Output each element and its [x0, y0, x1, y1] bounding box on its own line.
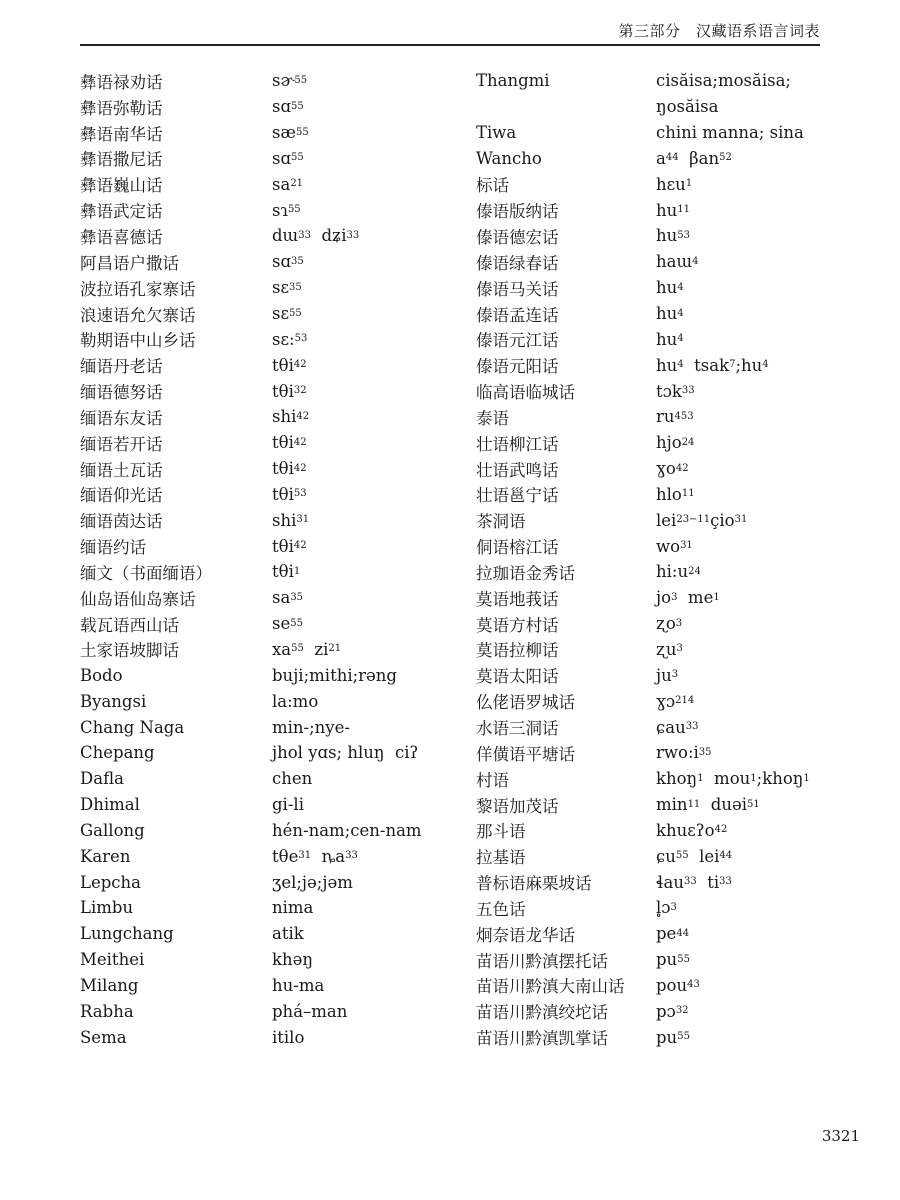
language-name: 缅语约话: [80, 538, 146, 558]
language-name: Thangmi: [476, 71, 550, 91]
word-form: sɿ 55: [272, 200, 301, 220]
language-name: Sema: [80, 1027, 127, 1047]
word-form: khuɛʔo 42: [656, 820, 728, 840]
language-name: [476, 94, 646, 120]
language-name: Chang Naga: [80, 717, 185, 737]
word-form: ʐu 3: [656, 639, 683, 659]
word-form: sɚ 55: [272, 71, 308, 91]
language-name: Limbu: [80, 898, 134, 918]
word-form: hlo 11: [656, 484, 695, 504]
word-form: shi 42: [272, 407, 310, 427]
language-name: 勒期语中山乡话: [80, 331, 196, 351]
word-form: ɬau 33 ti 33: [656, 872, 732, 892]
language-name: Milang: [80, 975, 139, 995]
word-form: chen: [272, 769, 313, 789]
language-name: 缅语土瓦话: [80, 460, 163, 480]
word-form: lei 23−11 çio 31: [656, 510, 748, 530]
word-form: pe 44: [656, 924, 690, 944]
word-form: tɔk 33: [656, 381, 695, 401]
language-name: 普标语麻栗坡话: [476, 874, 592, 894]
word-form: pu 55: [656, 1027, 690, 1047]
language-name: 佯僙语平塘话: [476, 744, 575, 764]
word-form: sa 21: [272, 174, 304, 194]
language-name: 泰语: [476, 408, 509, 428]
word-form: sæ 55: [272, 123, 309, 143]
language-name: 标话: [476, 176, 509, 196]
language-name: 载瓦语西山话: [80, 615, 179, 635]
word-form: tθi 53: [272, 484, 307, 504]
language-name: 苗语川黔滇摆托话: [476, 951, 608, 971]
word-form: ju 3: [656, 665, 679, 685]
language-name: 缅语德努话: [80, 383, 163, 403]
word-form: pou 43: [656, 975, 700, 995]
language-name: 阿昌语户撒话: [80, 253, 179, 273]
language-name: 傣语元阳话: [476, 357, 559, 377]
word-form: wo 31: [656, 536, 693, 556]
word-form: tθi 42: [272, 355, 307, 375]
word-form: jo 3 me 1: [656, 588, 720, 608]
language-name: 傣语德宏话: [476, 227, 559, 247]
language-name: Dhimal: [80, 795, 140, 815]
language-name: 缅语若开话: [80, 434, 163, 454]
language-name: 彝语南华话: [80, 124, 163, 144]
language-name: 苗语川黔滇绞坨话: [476, 1003, 608, 1023]
language-name: Tiwa: [476, 123, 517, 143]
word-form: la:mo: [272, 691, 319, 711]
word-form: min-;nye-: [272, 717, 350, 737]
language-name: 仙岛语仙岛寨话: [80, 589, 196, 609]
language-name: 彝语巍山话: [80, 176, 163, 196]
language-name: 壮语柳江话: [476, 434, 559, 454]
word-form: tθi 42: [272, 459, 307, 479]
word-form: rwo:i 35: [656, 743, 712, 763]
page-number: 3321: [821, 1127, 860, 1145]
language-name: 彝语喜德话: [80, 227, 163, 247]
language-name: Wancho: [476, 148, 542, 168]
language-name: 土家语坡脚话: [80, 641, 179, 661]
language-name: 仫佬语罗城话: [476, 693, 575, 713]
word-form: hén-nam;cen-nam: [272, 820, 422, 840]
language-name: Dafla: [80, 769, 124, 789]
word-form: tθe 31 ȵa 33: [272, 846, 358, 866]
language-name: 彝语禄劝话: [80, 72, 163, 92]
word-form: tθi 1: [272, 562, 301, 582]
word-form: hu 4 tsak 7 ;hu 4: [656, 355, 769, 375]
word-form: pu 55: [656, 950, 690, 970]
language-name: 五色话: [476, 899, 526, 919]
word-form: shi 31: [272, 510, 310, 530]
language-name: Meithei: [80, 950, 145, 970]
language-name: 那斗语: [476, 822, 526, 842]
language-name: Bodo: [80, 665, 123, 685]
word-form: tθi 42: [272, 433, 307, 453]
word-form: pɔ 32: [656, 1001, 689, 1021]
language-name: 村语: [476, 770, 509, 790]
word-form: hi:u 24: [656, 562, 701, 582]
language-name: 茶洞语: [476, 512, 526, 532]
language-name: Karen: [80, 846, 131, 866]
right-form-column: [656, 68, 876, 1050]
word-form: sɛ 55: [272, 304, 302, 324]
word-form: tθi 42: [272, 536, 307, 556]
language-name: 苗语川黔滇凯掌话: [476, 1029, 608, 1049]
language-name: 拉珈语金秀话: [476, 563, 575, 583]
right-language-column: [476, 68, 646, 1050]
word-form: sɑ 55: [272, 148, 304, 168]
word-form: ɣo 42: [656, 459, 689, 479]
word-form: hu-ma: [272, 975, 325, 995]
language-name: 缅语仰光话: [80, 486, 163, 506]
language-name: 傣语孟连话: [476, 305, 559, 325]
language-name: 浪速语允欠寨话: [80, 305, 196, 325]
word-form: ɕu 55 lei 44: [656, 846, 733, 866]
word-form: hu 4: [656, 278, 684, 298]
word-form: nima: [272, 898, 314, 918]
running-header: [80, 20, 820, 46]
section-title: 第三部分 汉藏语系语言词表: [618, 22, 820, 40]
word-form: tθi 32: [272, 381, 307, 401]
word-form: khəŋ: [272, 950, 314, 970]
language-name: 傣语绿春话: [476, 253, 559, 273]
word-form: xa 55 zi 21: [272, 639, 342, 659]
language-name: Lungchang: [80, 924, 174, 944]
word-form: hu 4: [656, 304, 684, 324]
word-form: sɑ 55: [272, 97, 304, 117]
language-name: Gallong: [80, 820, 145, 840]
word-form: hu 11: [656, 200, 690, 220]
word-form: a 44 βan 52: [656, 148, 732, 168]
language-name: 缅语东友话: [80, 408, 163, 428]
word-form: min 11 duəi 51: [656, 795, 760, 815]
language-name: 彝语武定话: [80, 202, 163, 222]
language-name: 莫语拉柳话: [476, 641, 559, 661]
language-name: 莫语方村话: [476, 615, 559, 635]
language-name: 莫语太阳话: [476, 667, 559, 687]
language-name: 苗语川黔滇大南山话: [476, 977, 625, 997]
word-form: itilo: [272, 1027, 305, 1047]
word-form: l̥ɔ 3: [656, 898, 677, 918]
word-form: gi-li: [272, 795, 304, 815]
language-name: 缅语丹老话: [80, 357, 163, 377]
language-name: 缅语茵达话: [80, 512, 163, 532]
language-name: 炯奈语龙华话: [476, 925, 575, 945]
language-name: Chepang: [80, 743, 155, 763]
language-name: 莫语地莪话: [476, 589, 559, 609]
language-name: 傣语元江话: [476, 331, 559, 351]
word-form: ɕau 33: [656, 717, 699, 737]
word-form: chini manna; sina: [656, 123, 804, 143]
word-form: ru 453: [656, 407, 694, 427]
word-form: sɛ 35: [272, 278, 302, 298]
language-name: 壮语邕宁话: [476, 486, 559, 506]
header-rule: [80, 44, 820, 46]
word-form: phá–man: [272, 1001, 348, 1021]
left-form-column: [272, 68, 462, 1050]
word-form: dɯ 33 dʑi 33: [272, 226, 360, 246]
word-form: sɛ: 53: [272, 329, 308, 349]
language-name: 彝语撒尼话: [80, 150, 163, 170]
word-form: jhol yɑs; hluŋ ciʔ: [272, 743, 419, 763]
word-form: ɣɔ 214: [656, 691, 695, 711]
language-name: 临高语临城话: [476, 383, 575, 403]
word-form: buji;mithi;rəng: [272, 665, 397, 685]
language-name: 缅文（书面缅语）: [80, 563, 212, 583]
language-name: Byangsi: [80, 691, 147, 711]
word-form: hu 4: [656, 329, 684, 349]
word-form: khoŋ 1 mou 1 ;khoŋ 1: [656, 769, 810, 789]
word-form: haɯ 4: [656, 252, 699, 272]
word-form: sɑ 35: [272, 252, 304, 272]
language-name: 拉基语: [476, 848, 526, 868]
word-form: se 55: [272, 614, 303, 634]
word-form: hu 53: [656, 226, 690, 246]
word-form: ʒel;jə;jəm: [272, 872, 353, 892]
word-form: hɛu 1: [656, 174, 693, 194]
word-form: cisăisa;mosăisa;: [656, 71, 791, 91]
language-name: 壮语武鸣话: [476, 460, 559, 480]
language-name: Rabha: [80, 1001, 134, 1021]
language-name: Lepcha: [80, 872, 141, 892]
word-form: atik: [272, 924, 304, 944]
word-form: sa 35: [272, 588, 304, 608]
left-language-column: [80, 68, 260, 1050]
language-name: 黎语加茂话: [476, 796, 559, 816]
word-form: ʐo 3: [656, 614, 683, 634]
word-form: hjo 24: [656, 433, 695, 453]
language-name: 侗语榕江话: [476, 538, 559, 558]
language-name: 傣语马关话: [476, 279, 559, 299]
language-name: 彝语弥勒话: [80, 98, 163, 118]
language-name: 水语三洞话: [476, 719, 559, 739]
language-name: 傣语版纳话: [476, 202, 559, 222]
word-form: ŋosăisa: [656, 97, 719, 117]
language-name: 波拉语孔家寨话: [80, 279, 196, 299]
